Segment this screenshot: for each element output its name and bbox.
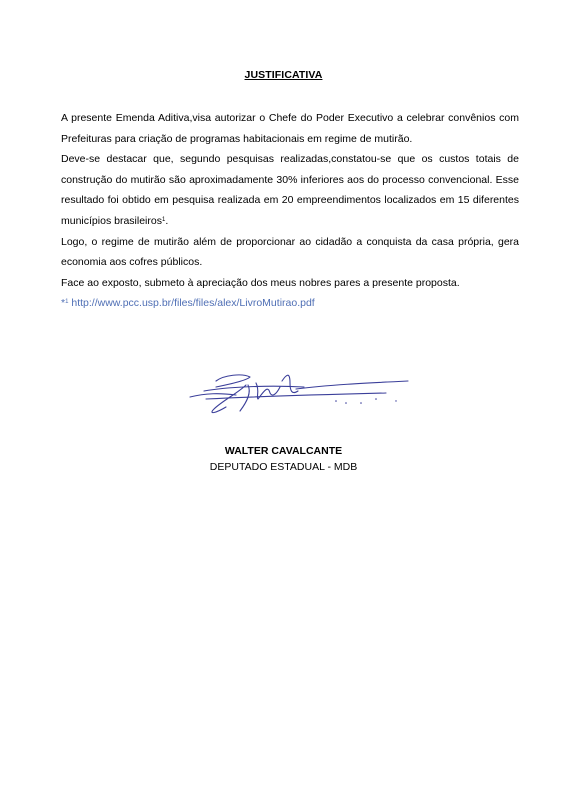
footnote-marker: * bbox=[61, 297, 66, 310]
paragraph-2-line-4-text: municípios brasileiros bbox=[61, 214, 162, 227]
footnote-line bbox=[61, 293, 519, 314]
paragraph-1-line-2: Prefeituras para criação de programas habitacionais em regime de mutirão. bbox=[61, 132, 413, 145]
document-title: JUSTIFICATIVA bbox=[244, 69, 323, 81]
signatory-name: WALTER CAVALCANTE bbox=[224, 445, 343, 457]
footnote-reference: 1 bbox=[161, 216, 166, 223]
paragraph-2-line-3: resultado foi obtido em pesquisa realizada em 20 empreendimentos localizados em 15 diferentes bbox=[61, 194, 519, 207]
paragraph-1-line-1: A presente Emenda Aditiva,visa autorizar o Chefe do Poder Executivo a celebrar convênios com bbox=[61, 112, 519, 124]
paragraph-2-line-1: Deve-se destacar que, segundo pesquisas realizadas,constatou-se que os custos totais de bbox=[61, 153, 519, 166]
document-body bbox=[61, 108, 519, 314]
handwritten-signature bbox=[186, 363, 416, 423]
signatory-role: DEPUTADO ESTADUAL - MDB bbox=[209, 461, 358, 473]
paragraph-2-line-4-end: . bbox=[165, 214, 169, 227]
paragraph-4: Face ao exposto, submeto à apreciação dos meus nobres pares a presente proposta. bbox=[61, 276, 460, 289]
paragraph-2-line-2: construção do mutirão são aproximadamente 30% inferiores aos do processo convencional. Esse bbox=[61, 173, 519, 186]
footnote-number: 1 bbox=[65, 299, 69, 306]
paragraph-3-line-1: Logo, o regime de mutirão além de proporcionar ao cidadão a conquista da casa própria, gera bbox=[61, 235, 519, 248]
paragraph-2-line-4 bbox=[61, 211, 519, 232]
paragraph-3-line-2: economia aos cofres públicos. bbox=[61, 256, 203, 269]
footnote-link[interactable]: http://www.pcc.usp.br/files/files/alex/LivroMutirao.pdf bbox=[71, 297, 315, 310]
